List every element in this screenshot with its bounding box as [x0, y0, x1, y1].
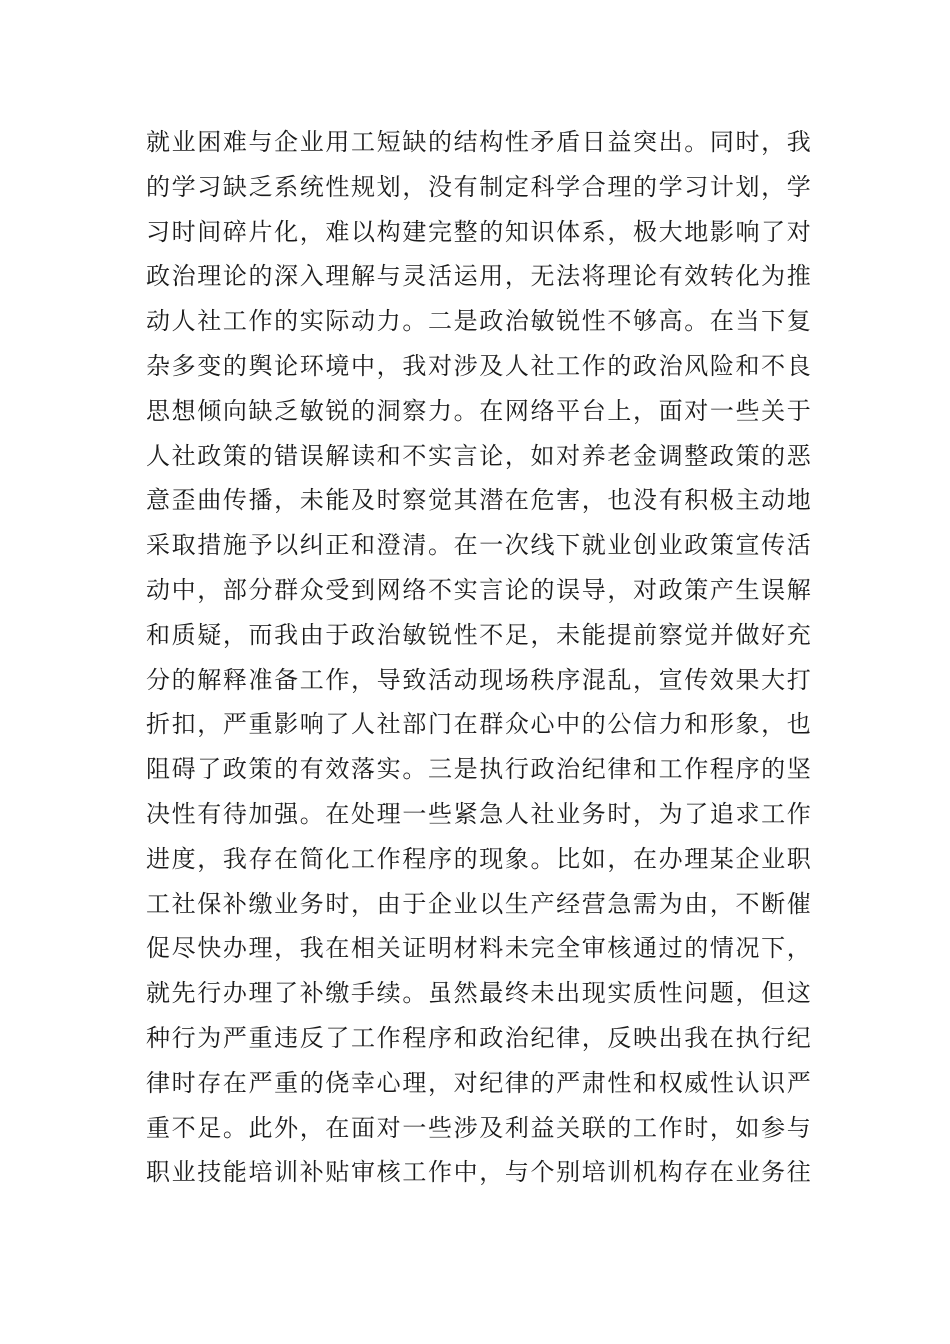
- text-line: 的学习缺乏系统性规划，没有制定科学合理的学习计划，学: [146, 172, 811, 201]
- text-line: 折扣，严重影响了人社部门在群众心中的公信力和形象，也: [146, 710, 811, 739]
- text-line: 工社保补缴业务时，由于企业以生产经营急需为由，不断催: [146, 889, 811, 918]
- text-line: 意歪曲传播，未能及时察觉其潜在危害，也没有积极主动地: [146, 486, 811, 515]
- text-line: 促尽快办理，我在相关证明材料未完全审核通过的情况下，: [146, 934, 811, 963]
- text-line: 种行为严重违反了工作程序和政治纪律，反映出我在执行纪: [146, 1023, 811, 1052]
- text-line: 和质疑，而我由于政治敏锐性不足，未能提前察觉并做好充: [146, 620, 811, 649]
- text-line: 律时存在严重的侥幸心理，对纪律的严肃性和权威性认识严: [146, 1068, 811, 1097]
- text-line: 动中，部分群众受到网络不实言论的误导，对政策产生误解: [146, 575, 811, 604]
- text-line: 人社政策的错误解读和不实言论，如对养老金调整政策的恶: [146, 441, 811, 470]
- text-line: 进度，我存在简化工作程序的现象。比如，在办理某企业职: [146, 844, 811, 873]
- text-line: 就业困难与企业用工短缺的结构性矛盾日益突出。同时，我: [146, 128, 811, 156]
- text-line: 杂多变的舆论环境中，我对涉及人社工作的政治风险和不良: [146, 351, 811, 380]
- text-line: 思想倾向缺乏敏锐的洞察力。在网络平台上，面对一些关于: [146, 396, 811, 425]
- text-line: 就先行办理了补缴手续。虽然最终未出现实质性问题，但这: [146, 979, 811, 1008]
- text-line: 政治理论的深入理解与灵活运用，无法将理论有效转化为推: [146, 262, 811, 291]
- text-line: 习时间碎片化，难以构建完整的知识体系，极大地影响了对: [146, 217, 811, 246]
- text-line: 职业技能培训补贴审核工作中，与个别培训机构存在业务往: [146, 1158, 811, 1187]
- text-line: 阻碍了政策的有效落实。三是执行政治纪律和工作程序的坚: [146, 755, 811, 784]
- text-line: 重不足。此外，在面对一些涉及利益关联的工作时，如参与: [146, 1113, 811, 1142]
- text-line: 采取措施予以纠正和澄清。在一次线下就业创业政策宣传活: [146, 531, 811, 560]
- text-line: 决性有待加强。在处理一些紧急人社业务时，为了追求工作: [146, 799, 811, 828]
- text-line: 动人社工作的实际动力。二是政治敏锐性不够高。在当下复: [146, 307, 811, 336]
- body-text: [146, 120, 811, 1195]
- text-line: 分的解释准备工作，导致活动现场秩序混乱，宣传效果大打: [146, 665, 811, 694]
